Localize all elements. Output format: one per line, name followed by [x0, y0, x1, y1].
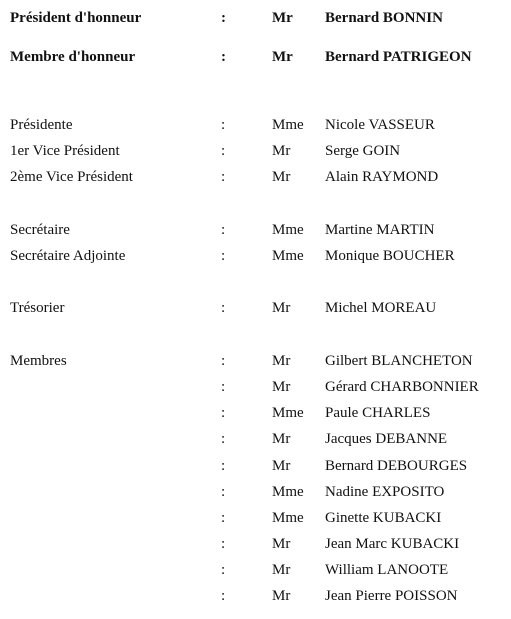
person-name: Bernard BONNIN: [325, 10, 443, 26]
person-name: Nadine EXPOSITO: [325, 484, 445, 500]
colon-separator: :: [221, 10, 226, 26]
colon-separator: :: [221, 353, 226, 369]
bureau-row-secretaire: [0, 219, 511, 241]
person-name: Nicole VASSEUR: [325, 117, 435, 133]
person-name: Jean Pierre POISSON: [325, 588, 458, 604]
colon-separator: :: [221, 484, 226, 500]
colon-separator: :: [221, 562, 226, 578]
civility-title: Mr: [272, 458, 291, 474]
role-label: Présidente: [10, 117, 73, 133]
person-name: Paule CHARLES: [325, 405, 431, 421]
person-name: Ginette KUBACKI: [325, 510, 442, 526]
members-row: [0, 533, 511, 555]
members-row: [0, 402, 511, 424]
colon-separator: :: [221, 300, 226, 316]
colon-separator: :: [221, 222, 226, 238]
role-label: Président d'honneur: [10, 10, 142, 26]
members-row: [0, 376, 511, 398]
civility-title: Mme: [272, 248, 304, 264]
colon-separator: :: [221, 588, 226, 604]
person-name: Gilbert BLANCHETON: [325, 353, 473, 369]
members-row: [0, 585, 511, 607]
colon-separator: :: [221, 248, 226, 264]
colon-separator: :: [221, 405, 226, 421]
civility-title: Mr: [272, 10, 293, 26]
civility-title: Mme: [272, 484, 304, 500]
members-row: [0, 428, 511, 450]
person-name: Jean Marc KUBACKI: [325, 536, 460, 552]
civility-title: Mr: [272, 588, 291, 604]
civility-title: Mme: [272, 117, 304, 133]
colon-separator: :: [221, 536, 226, 552]
role-label: 2ème Vice Président: [10, 169, 133, 185]
colon-separator: :: [221, 510, 226, 526]
person-name: Jacques DEBANNE: [325, 431, 448, 447]
civility-title: Mr: [272, 562, 291, 578]
person-name: Martine MARTIN: [325, 222, 435, 238]
honorary-row-member: [0, 46, 511, 68]
civility-title: Mme: [272, 405, 304, 421]
members-row: [0, 481, 511, 503]
members-row: [0, 559, 511, 581]
civility-title: Mr: [272, 379, 291, 395]
civility-title: Mr: [272, 143, 291, 159]
role-label: Membres: [10, 353, 67, 369]
person-name: Bernard DEBOURGES: [325, 458, 468, 474]
civility-title: Mme: [272, 510, 304, 526]
bureau-row-secretaire-adjointe: [0, 245, 511, 267]
bureau-row-vice-president-1: [0, 140, 511, 162]
colon-separator: :: [221, 49, 226, 65]
civility-title: Mr: [272, 169, 291, 185]
civility-title: Mme: [272, 222, 304, 238]
civility-title: Mr: [272, 353, 291, 369]
person-name: Monique BOUCHER: [325, 248, 455, 264]
bureau-row-tresorier: [0, 297, 511, 319]
person-name: Serge GOIN: [325, 143, 401, 159]
members-row: [0, 455, 511, 477]
person-name: William LANOOTE: [325, 562, 449, 578]
role-label: Secrétaire: [10, 222, 70, 238]
bureau-row-vice-president-2: [0, 166, 511, 188]
role-label: Trésorier: [10, 300, 65, 316]
colon-separator: :: [221, 117, 226, 133]
person-name: Alain RAYMOND: [325, 169, 439, 185]
civility-title: Mr: [272, 536, 291, 552]
members-row: [0, 350, 511, 372]
person-name: Gérard CHARBONNIER: [325, 379, 479, 395]
bureau-row-presidente: [0, 114, 511, 136]
colon-separator: :: [221, 379, 226, 395]
person-name: Michel MOREAU: [325, 300, 437, 316]
role-label: Secrétaire Adjointe: [10, 248, 126, 264]
colon-separator: :: [221, 169, 226, 185]
colon-separator: :: [221, 431, 226, 447]
person-name: Bernard PATRIGEON: [325, 49, 472, 65]
colon-separator: :: [221, 143, 226, 159]
civility-title: Mr: [272, 49, 293, 65]
role-label: Membre d'honneur: [10, 49, 136, 65]
members-row: [0, 507, 511, 529]
role-label: 1er Vice Président: [10, 143, 120, 159]
civility-title: Mr: [272, 300, 291, 316]
colon-separator: :: [221, 458, 226, 474]
civility-title: Mr: [272, 431, 291, 447]
honorary-row-president: [0, 7, 511, 29]
